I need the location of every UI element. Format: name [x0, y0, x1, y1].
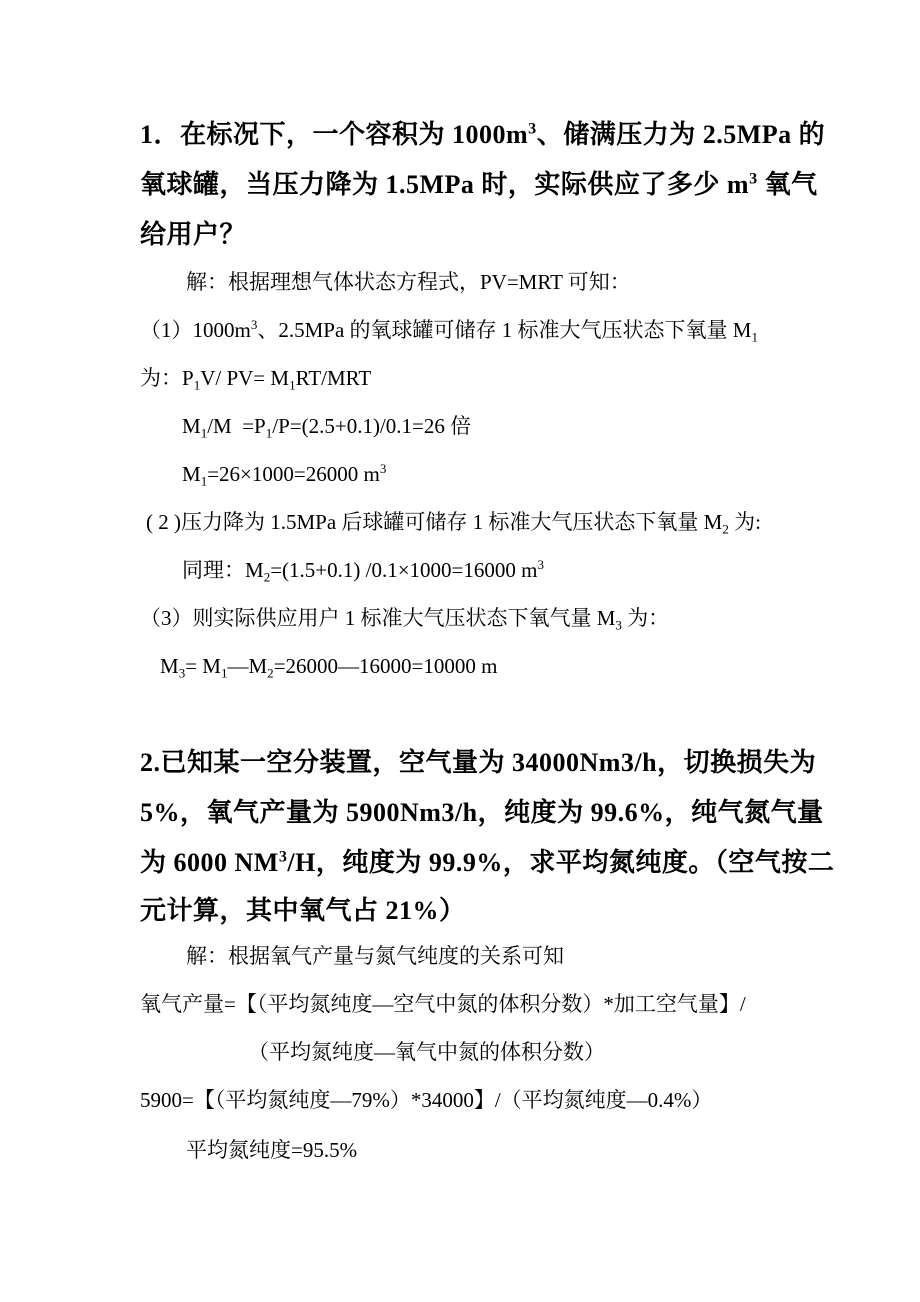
text: 、2.5MPa 的氧球罐可储存 1 标准大气压状态下氧量 M [257, 318, 752, 342]
text: /H，纯度为 99.9%，求平均氮纯度。（空气按二 [287, 848, 835, 877]
subscript: 1 [200, 473, 208, 489]
subscript: 3 [615, 617, 622, 633]
subscript: 3 [178, 665, 186, 681]
q2-line-2: 5%，氧气产量为 5900Nm3/h，纯度为 99.6%，纯气氮气量 [140, 798, 824, 827]
text: 为 6000 NM [140, 848, 279, 877]
q2-solution-intro: 解：根据氧气产量与氮气纯度的关系可知 [186, 944, 564, 968]
subscript: 1 [200, 425, 208, 441]
text: RT/MRT [295, 366, 372, 390]
text: 为: [728, 510, 761, 534]
text: /M =P [207, 414, 266, 438]
q1-step-1 [140, 317, 758, 345]
subscript: 1 [751, 329, 758, 345]
q2-line-4: 元计算，其中氧气占 21%） [140, 896, 466, 925]
text: V/ PV= M [200, 366, 290, 390]
text: 同理：M [182, 558, 264, 582]
text: ( 2 )压力降为 1.5MPa 后球罐可储存 1 标准大气压状态下氧量 M [146, 510, 723, 534]
subscript: 2 [263, 569, 271, 585]
superscript: 3 [250, 317, 258, 333]
superscript: 3 [537, 557, 544, 573]
text: 氧气 [757, 170, 818, 199]
text: M [182, 414, 201, 438]
q1-step-1-ratio [182, 414, 472, 441]
q1-step-2 [146, 510, 761, 537]
text: 1．在标况下，一个容积为 1000m [140, 120, 529, 149]
q2-line-1: 2.已知某一空分装置，空气量为 34000Nm3/h，切换损失为 [140, 748, 817, 777]
q2-formula-line-1: 氧气产量=【（平均氮纯度—空气中氮的体积分数）*加工空气量】/ [140, 992, 746, 1016]
q2-result: 平均氮纯度=95.5% [186, 1138, 358, 1162]
text: —M [227, 654, 268, 678]
subscript: 2 [267, 665, 274, 681]
q2-formula-line-3: 5900=【（平均氮纯度—79%）*34000】/（平均氮纯度—0.4%） [140, 1088, 713, 1112]
text: （1）1000m [140, 318, 251, 342]
text: M [182, 462, 201, 486]
text: 为： [621, 606, 670, 630]
q1-step-3-result [160, 654, 498, 681]
text: =(1.5+0.1) /0.1×1000=16000 m [270, 558, 538, 582]
subscript: 1 [265, 425, 273, 441]
text: M [160, 654, 179, 678]
q1-step-1-equation [140, 366, 372, 393]
subscript: 1 [220, 665, 228, 681]
superscript: 3 [528, 120, 537, 138]
subscript: 2 [722, 521, 729, 537]
q1-solution-intro: 解：根据理想气体状态方程式，PV=MRT 可知： [186, 270, 631, 294]
subscript: 1 [193, 377, 201, 393]
text: =26×1000=26000 m [207, 462, 380, 486]
subscript: 1 [289, 377, 296, 393]
q2-line-3 [140, 850, 834, 876]
text: /P=(2.5+0.1)/0.1=26 倍 [272, 414, 472, 438]
text: 、储满压力为 2.5MPa 的 [536, 120, 826, 149]
text: = M [185, 654, 221, 678]
superscript: 3 [749, 170, 758, 188]
text: 为：P [140, 366, 194, 390]
superscript: 3 [278, 848, 288, 866]
q1-step-2-result [182, 557, 544, 585]
superscript: 3 [379, 461, 387, 477]
q2-formula-line-2: （平均氮纯度—氧气中氮的体积分数） [248, 1040, 605, 1064]
text: =26000—16000=10000 m [273, 654, 498, 678]
q1-line-3: 给用户？ [140, 220, 247, 249]
q1-line-2 [140, 172, 818, 198]
q1-step-3 [140, 606, 670, 633]
text: 氧球罐，当压力降为 1.5MPa 时，实际供应了多少 m [140, 170, 750, 199]
q1-line-1 [140, 122, 825, 148]
text: （3）则实际供应用户 1 标准大气压状态下氧气量 M [140, 606, 616, 630]
q1-step-1-result [182, 461, 387, 489]
